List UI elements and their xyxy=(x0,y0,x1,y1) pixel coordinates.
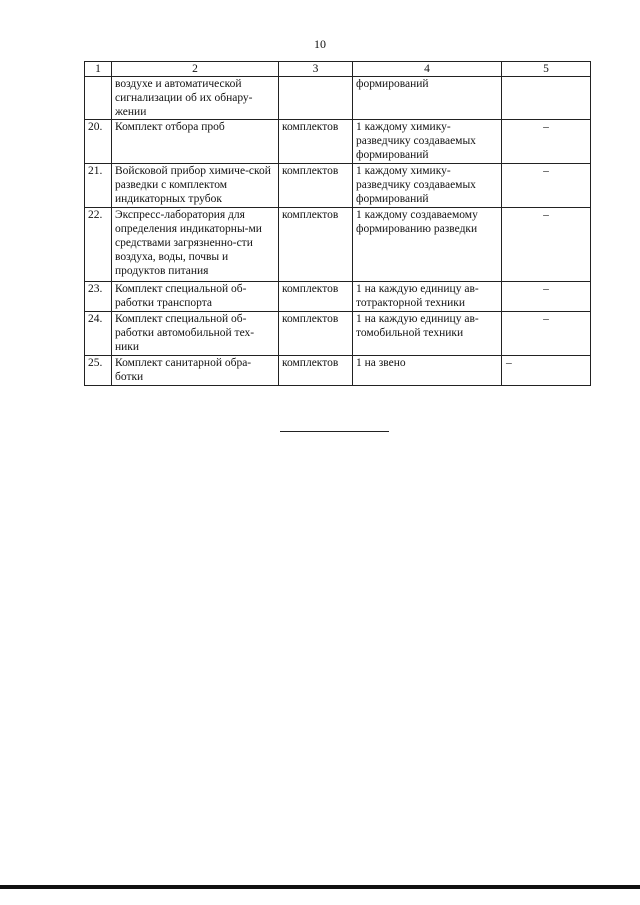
table-row xyxy=(85,282,591,312)
row-norm: формирований xyxy=(353,77,502,120)
row-number xyxy=(85,77,112,120)
row-number: 20. xyxy=(85,120,112,164)
table-header-row xyxy=(85,62,591,77)
row-note xyxy=(502,77,591,120)
equipment-table xyxy=(84,61,591,386)
table-row xyxy=(85,77,591,120)
separator-line xyxy=(280,431,389,432)
row-name: Войсковой прибор химиче-ской разведки с комплектом индикаторных трубок xyxy=(112,164,279,208)
row-name: Комплект специальной об-работки транспорта xyxy=(112,282,279,312)
row-note: – xyxy=(502,164,591,208)
row-name: Комплект специальной об-работки автомобильной тех-ники xyxy=(112,312,279,356)
row-number: 21. xyxy=(85,164,112,208)
header-col-2: 2 xyxy=(112,62,279,77)
row-note: – xyxy=(502,120,591,164)
row-norm: 1 каждому создаваемому формированию разведки xyxy=(353,208,502,282)
table-row xyxy=(85,356,591,386)
row-unit: комплектов xyxy=(279,356,353,386)
row-norm: 1 на звено xyxy=(353,356,502,386)
header-col-4: 4 xyxy=(353,62,502,77)
row-name: Комплект санитарной обра-ботки xyxy=(112,356,279,386)
row-unit: комплектов xyxy=(279,208,353,282)
table-row xyxy=(85,208,591,282)
row-norm: 1 каждому химику-разведчику создаваемых формирований xyxy=(353,120,502,164)
table-row xyxy=(85,312,591,356)
row-name: Экспресс-лаборатория для определения индикаторны-ми средствами загрязненно-сти воздуха, воды, почвы и продуктов питания xyxy=(112,208,279,282)
page-number: 10 xyxy=(314,37,326,51)
row-note: – xyxy=(502,356,591,386)
row-note: – xyxy=(502,312,591,356)
row-norm: 1 каждому химику-разведчику создаваемых формирований xyxy=(353,164,502,208)
row-number: 24. xyxy=(85,312,112,356)
row-unit xyxy=(279,77,353,120)
header-col-5: 5 xyxy=(502,62,591,77)
row-number: 23. xyxy=(85,282,112,312)
row-number: 25. xyxy=(85,356,112,386)
row-name: Комплект отбора проб xyxy=(112,120,279,164)
row-unit: комплектов xyxy=(279,312,353,356)
table-row xyxy=(85,120,591,164)
row-norm: 1 на каждую единицу ав-томобильной техники xyxy=(353,312,502,356)
row-note: – xyxy=(502,208,591,282)
row-unit: комплектов xyxy=(279,120,353,164)
header-col-3: 3 xyxy=(279,62,353,77)
bottom-rule xyxy=(0,885,640,889)
table-row xyxy=(85,164,591,208)
header-col-1: 1 xyxy=(85,62,112,77)
row-number: 22. xyxy=(85,208,112,282)
row-unit: комплектов xyxy=(279,282,353,312)
row-name: воздухе и автоматической сигнализации об их обнару-жении xyxy=(112,77,279,120)
row-note: – xyxy=(502,282,591,312)
row-norm: 1 на каждую единицу ав-тотракторной техники xyxy=(353,282,502,312)
row-unit: комплектов xyxy=(279,164,353,208)
